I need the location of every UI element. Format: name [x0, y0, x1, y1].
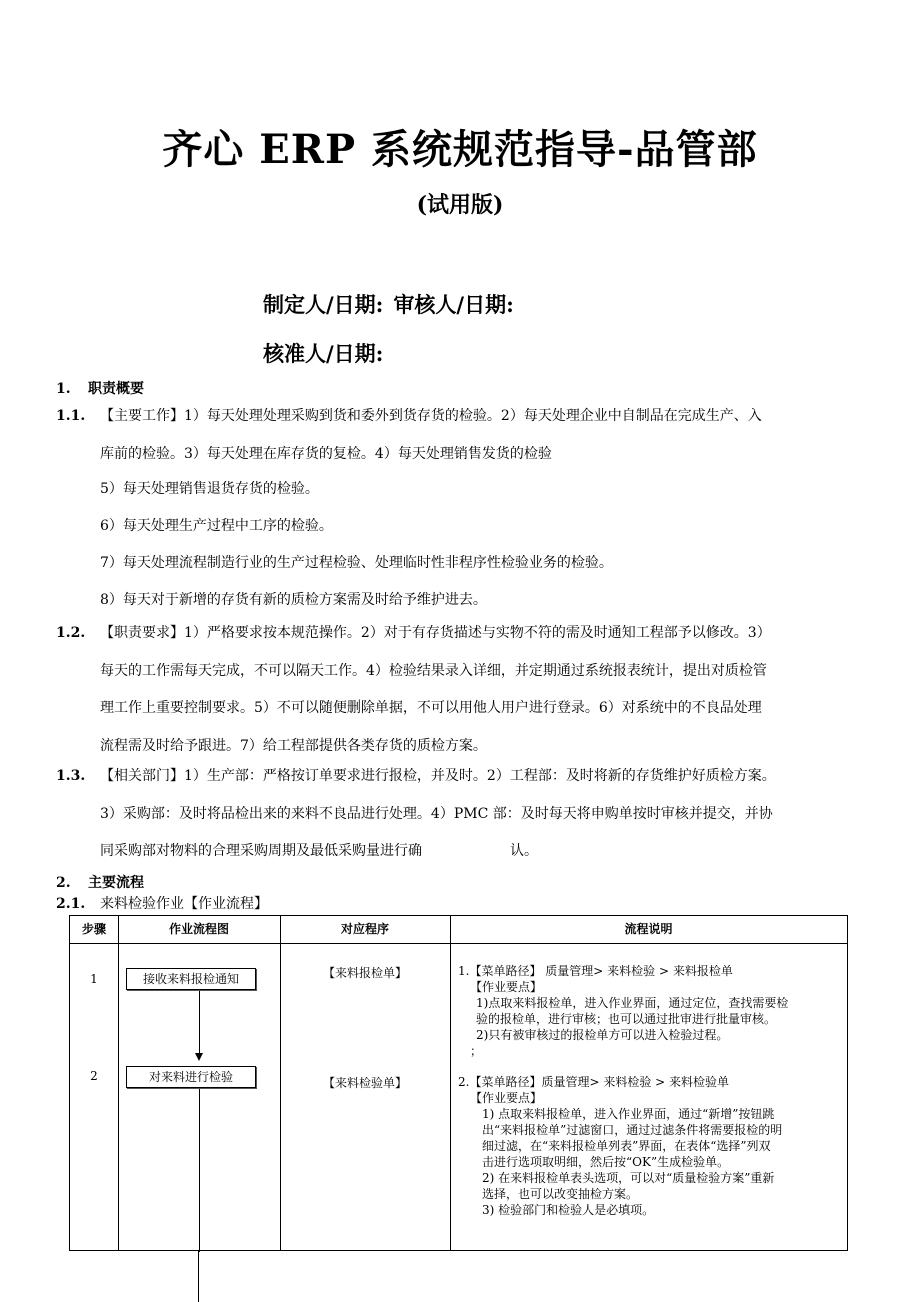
arrow-down-icon: [195, 1053, 203, 1061]
process-table: [69, 915, 848, 1251]
description-line: 2) 在来料报检单表头选项，可以对“质量检验方案”重新: [482, 1171, 775, 1185]
description-line: 验的报检单，进行审核；也可以通过批审进行批量审核。: [476, 1012, 777, 1026]
list-item: 6）每天处理生产过程中工序的检验。: [100, 518, 333, 534]
description-line: 2)只有被审核过的报检单方可以进入检验过程。: [476, 1028, 729, 1042]
description-line: 击进行选项取明细，然后按“OK”生成检验单。: [482, 1155, 730, 1169]
signoff-row-2: [263, 338, 393, 368]
section-number: 1.: [56, 381, 71, 397]
paragraph-line: 【职责要求】1）严格要求按本规范操作。2）对于有存货描述与实物不符的需及时通知工程部予以修改。3）: [100, 625, 771, 641]
section-title: 主要流程: [88, 875, 144, 891]
header-divider: [70, 943, 847, 944]
maker-label: 制定人/日期:: [263, 292, 384, 317]
description-line: ；: [470, 1044, 483, 1058]
subsection-title: 来料检验作业【作业流程】: [100, 896, 268, 912]
step-description: [458, 963, 843, 1059]
paragraph-line: [100, 833, 866, 871]
column-header-step: 步骤: [81, 922, 106, 936]
list-item: 8）每天对于新增的存货有新的质检方案需及时给予维护进去。: [100, 592, 487, 608]
description-line: 【作业要点】: [470, 1091, 543, 1105]
flow-connector-continuation: [198, 1251, 199, 1302]
paragraph-line: 【主要工作】1）每天处理处理采购到货和委外到货存货的检验。2）每天处理企业中自制品在完成生产、入: [100, 408, 762, 424]
flow-connector: [199, 1089, 200, 1252]
column-header-description: 流程说明: [624, 922, 673, 936]
paragraph-1-2: [56, 615, 866, 765]
description-line: 出“来料报检单”过滤窗口，通过过滤条件将需要报检的明: [482, 1123, 783, 1137]
column-header-program: 对应程序: [340, 922, 389, 936]
program-name: 【来料报检单】: [322, 966, 407, 980]
column-header-flowchart: 作业流程图: [168, 922, 229, 936]
approver-label: 核准人/日期:: [263, 341, 384, 366]
flow-box-inspect-material: 对来料进行检验: [126, 1066, 256, 1088]
paragraph-line-start: 同采购部对物料的合理采购周期及最低采购量进行确: [100, 843, 422, 859]
paragraph-line: 每天的工作需每天完成，不可以隔天工作。4）检验结果录入详细，并定期通过系统报表统计，提出对质检管: [100, 662, 767, 679]
document-title: 齐心 ERP 系统规范指导-品管部: [162, 126, 758, 173]
section-title: 职责概要: [88, 381, 144, 397]
list-item: 5）每天处理销售退货存货的检验。: [100, 481, 319, 497]
description-line: 选择，也可以改变抽检方案。: [482, 1187, 639, 1201]
paragraph-line: 【相关部门】1）生产部：严格按订单要求进行报检，并及时。2）工程部：及时将新的存货维护好质检方案。: [100, 768, 776, 784]
description-line: 1) 点取来料报检单，进入作业界面，通过“新增”按钮跳: [482, 1107, 775, 1121]
section-2-heading: [56, 872, 144, 892]
section-number: 2.: [56, 875, 71, 891]
duty-sublist: [100, 471, 613, 619]
description-line: 3) 检验部门和检验人是必填项。: [482, 1203, 655, 1217]
paragraph-1-1: [56, 398, 866, 473]
signoff-row-1: [263, 289, 524, 319]
step-number: 1: [90, 972, 98, 986]
paragraph-line: 3）采购部：及时将品检出来的来料不良品进行处理。4）PMC 部：及时每天将申购单按时审核并提交，并协: [100, 805, 773, 822]
paragraph-number: 1.2.: [56, 625, 86, 641]
description-line: 2.【菜单路径】质量管理> 来料检验 > 来料检验单: [458, 1075, 730, 1089]
paragraph-line-end: 认。: [510, 843, 538, 859]
paragraph-line: 理工作上重要控制要求。5）不可以随便删除单据，不可以用他人用户进行登录。6）对系统中的不良品处理: [100, 700, 762, 716]
paragraph-number: 1.1.: [56, 408, 86, 424]
description-line: 【作业要点】: [470, 980, 543, 994]
subsection-2-1-heading: [56, 893, 268, 913]
paragraph-line: 库前的检验。3）每天处理在库存货的复检。4）每天处理销售发货的检验: [100, 445, 552, 462]
reviewer-label: 审核人/日期:: [393, 292, 514, 317]
flow-connector: [199, 991, 200, 1055]
paragraph-1-3: [56, 758, 866, 871]
program-name: 【来料检验单】: [322, 1076, 407, 1090]
column-divider: [118, 916, 119, 1250]
subsection-number: 2.1.: [56, 896, 86, 912]
section-1-heading: [56, 378, 144, 398]
description-line: 1.【菜单路径】 质量管理> 来料检验 > 来料报检单: [458, 964, 733, 978]
document-subtitle: (试用版): [416, 192, 504, 218]
description-line: 细过滤，在“来料报检单列表”界面，在表体“选择”列双: [482, 1139, 771, 1153]
description-line: 1)点取来料报检单，进入作业界面，通过定位，查找需要检: [476, 996, 789, 1010]
column-divider: [450, 916, 451, 1250]
step-number: 2: [90, 1069, 98, 1083]
flow-box-receive-notice: 接收来料报检通知: [126, 968, 256, 990]
paragraph-number: 1.3.: [56, 768, 86, 784]
paragraph-line: 流程需及时给予跟进。7）给工程部提供各类存货的质检方案。: [100, 737, 487, 754]
step-description: [458, 1074, 843, 1218]
list-item: 7）每天处理流程制造行业的生产过程检验、处理临时性非程序性检验业务的检验。: [100, 555, 613, 571]
